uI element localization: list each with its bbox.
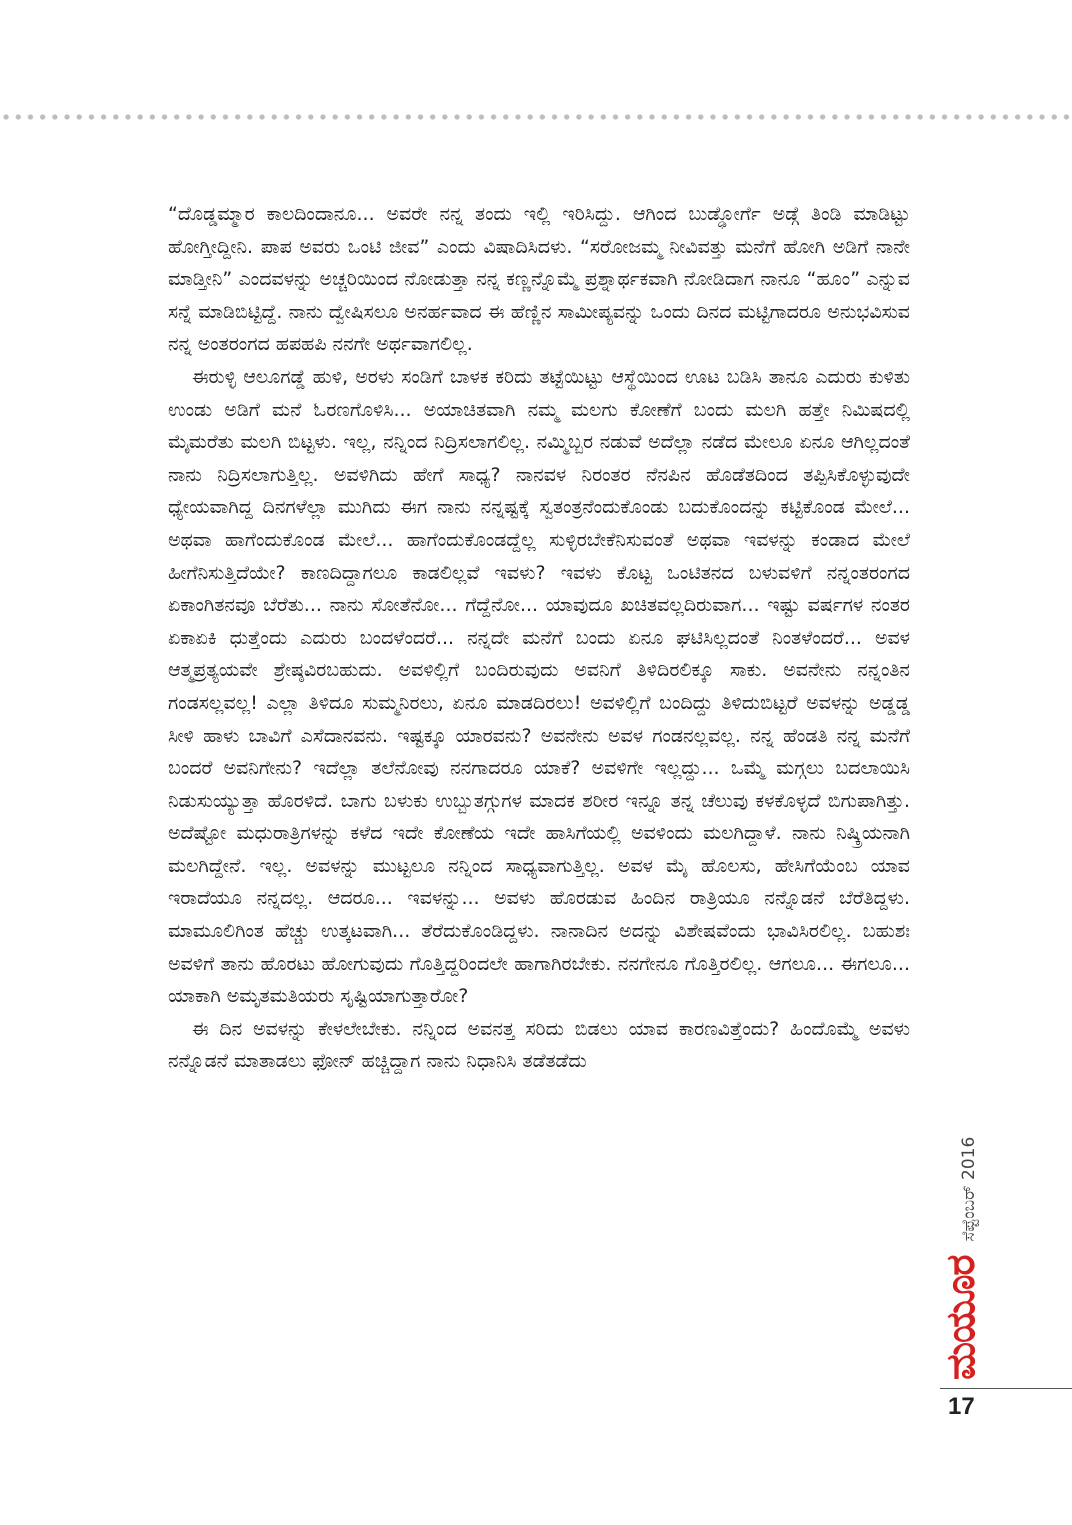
top-dotted-rule (0, 113, 1072, 121)
article-paragraph-2: ಈರುಳ್ಳಿ ಆಲೂಗಡ್ಡೆ ಹುಳಿ, ಅರಳು ಸಂಡಿಗೆ ಬಾಳಕ ಕರಿದು ತಟ್ಟೆಯಿಟ್ಟು ಆಸ್ಥೆಯಿಂದ ಊಟ ಬಡಿಸಿ ತಾನೂ ಎದುರು ಕುಳಿತು ಉಂಡು ಅಡಿಗೆ ಮನೆ ಓರಣಗೊಳಿಸಿ... ಅಯಾಚಿತವಾಗಿ ನಮ್ಮ ಮಲಗು ಕೋಣೆಗೆ ಬಂದು ಮಲಗಿ ಹತ್ತೇ ನಿಮಿಷದಲ್ಲಿ ಮೈಮರೆತು ಮಲಗಿ ಬಿಟ್ಟಳು. ಇಲ್ಲ, ನನ್ನಿಂದ ನಿದ್ರಿಸಲಾಗಲಿಲ್ಲ. ನಮ್ಮಿಬ್ಬರ ನಡುವೆ ಅದೆಲ್ಲಾ ನಡೆದ ಮೇಲೂ ಏನೂ ಆಗಿಲ್ಲದಂತೆ ನಾನು ನಿದ್ರಿಸಲಾಗುತ್ತಿಲ್ಲ. ಅವಳಿಗಿದು ಹೇಗೆ ಸಾಧ್ಯ? ನಾನವಳ ನಿರಂತರ ನೆನಪಿನ ಹೊಡೆತದಿಂದ ತಪ್ಪಿಸಿಕೊಳ್ಳುವುದೇ ಧ್ಯೇಯವಾಗಿದ್ದ ದಿನಗಳೆಲ್ಲಾ ಮುಗಿದು ಈಗ ನಾನು ನನ್ನಷ್ಟಕ್ಕೆ ಸ್ವತಂತ್ರನೆಂದುಕೊಂಡು ಬದುಕೊಂದನ್ನು ಕಟ್ಟಿಕೊಂಡ ಮೇಲೆ... ಅಥವಾ ಹಾಗೆಂದುಕೊಂಡ ಮೇಲೆ... ಹಾಗೆಂದುಕೊಂಡದ್ದೆಲ್ಲ ಸುಳ್ಳಿರಬೇಕೆನಿಸುವಂತೆ ಅಥವಾ ಇವಳನ್ನು ಕಂಡಾದ ಮೇಲೆ ಹೀಗೆನಿಸುತ್ತಿದೆಯೇ? ಕಾಣದಿದ್ದಾಗಲೂ ಕಾಡಲಿಲ್ಲವೆ ಇವಳು? ಇವಳು ಕೊಟ್ಟ ಒಂಟಿತನದ ಬಳುವಳಿಗೆ ನನ್ನಂತರಂಗದ ಏಕಾಂಗಿತನವೂ ಬೆರೆತು... ನಾನು ಸೋತೆನೋ... ಗೆದ್ದೆನೋ... ಯಾವುದೂ ಖಚಿತವಲ್ಲದಿರುವಾಗ... ಇಷ್ಟು ವರ್ಷಗಳ ನಂತರ ಏಕಾಏಕಿ ಧುತ್ತೆಂದು ಎದುರು ಬಂದಳೆಂದರೆ... ನನ್ನದೇ ಮನೆಗೆ ಬಂದು ಏನೂ ಘಟಿಸಿಲ್ಲದಂತೆ ನಿಂತಳೆಂದರೆ... ಅವಳ ಆತ್ಮಪ್ರತ್ಯಯವೇ ಶ್ರೇಷ್ಠವಿರಬಹುದು. ಅವಳಿಲ್ಲಿಗೆ ಬಂದಿರುವುದು ಅವನಿಗೆ ತಿಳಿದಿರಲಿಕ್ಕೂ ಸಾಕು. ಅವನೇನು ನನ್ನಂತಿನ ಗಂಡಸಲ್ಲವಲ್ಲ! ಎಲ್ಲಾ ತಿಳಿದೂ ಸುಮ್ಮನಿರಲು, ಏನೂ ಮಾಡದಿರಲು! ಅವಳಿಲ್ಲಿಗೆ ಬಂದಿದ್ದು ತಿಳಿದುಬಿಟ್ಟರೆ ಅವಳನ್ನು ಅಡ್ಡಡ್ಡ ಸೀಳಿ ಹಾಳು ಬಾವಿಗೆ ಎಸೆದಾನವನು. ಇಷ್ಟಕ್ಕೂ ಯಾರವನು? ಅವನೇನು ಅವಳ ಗಂಡನಲ್ಲವಲ್ಲ. ನನ್ನ ಹೆಂಡತಿ ನನ್ನ ಮನೆಗೆ ಬಂದರೆ ಅವನಿಗೇನು? ಇದೆಲ್ಲಾ ತಲೆನೋವು ನನಗಾದರೂ ಯಾಕೆ? ಅವಳಿಗೇ ಇಲ್ಲದ್ದು... ಒಮ್ಮೆ ಮಗ್ಗಲು ಬದಲಾಯಿಸಿ ನಿಡುಸುಯ್ಯುತ್ತಾ ಹೊರಳಿದೆ. ಬಾಗು ಬಳುಕು ಉಬ್ಬುತಗ್ಗುಗಳ ಮಾದಕ ಶರೀರ ಇನ್ನೂ ತನ್ನ ಚೆಲುವು ಕಳಕೊಳ್ಳದೆ ಬಿಗುಪಾಗಿತ್ತು. ಅದೆಷ್ಟೋ ಮಧುರಾತ್ರಿಗಳನ್ನು ಕಳೆದ ಇದೇ ಕೋಣೆಯ ಇದೇ ಹಾಸಿಗೆಯಲ್ಲಿ ಅವಳಿಂದು ಮಲಗಿದ್ದಾಳೆ. ನಾನು ನಿಷ್ಕ್ರಿಯನಾಗಿ ಮಲಗಿದ್ದೇನೆ. ಇಲ್ಲ. ಅವಳನ್ನು ಮುಟ್ಟಲೂ ನನ್ನಿಂದ ಸಾಧ್ಯವಾಗುತ್ತಿಲ್ಲ. ಅವಳ ಮೈ ಹೊಲಸು, ಹೇಸಿಗೆಯೆಂಬ ಯಾವ ಇರಾದೆಯೂ ನನ್ನದಲ್ಲ. ಆದರೂ... ಇವಳನ್ನು... ಅವಳು ಹೊರಡುವ ಹಿಂದಿನ ರಾತ್ರಿಯೂ ನನ್ನೊಡನೆ ಬೆರೆತಿದ್ದಳು. ಮಾಮೂಲಿಗಿಂತ ಹೆಚ್ಚು ಉತ್ಕಟವಾಗಿ... ತೆರೆದುಕೊಂಡಿದ್ದಳು. ನಾನಾದಿನ ಅದನ್ನು ವಿಶೇಷವೆಂದು ಭಾವಿಸಿರಲಿಲ್ಲ. ಬಹುಶಃ ಅವಳಿಗೆ ತಾನು ಹೊರಟು ಹೋಗುವುದು ಗೊತ್ತಿದ್ದರಿಂದಲೇ ಹಾಗಾಗಿರಬೇಕು. ನನಗೇನೂ ಗೊತ್ತಿರಲಿಲ್ಲ. ಆಗಲೂ... ಈಗಲೂ... ಯಾಕಾಗಿ ಅಮೃತಮತಿಯರು ಸೃಷ್ಟಿಯಾಗುತ್ತಾರೋ? (168, 365, 910, 1008)
article-paragraph-3: ಈ ದಿನ ಅವಳನ್ನು ಕೇಳಲೇಬೇಕು. ನನ್ನಿಂದ ಅವನತ್ತ ಸರಿದು ಬಿಡಲು ಯಾವ ಕಾರಣವಿತ್ತೆಂದು? ಹಿಂದೊಮ್ಮೆ ಅವಳು ನನ್ನೊಡನೆ ಮಾತಾಡಲು ಫೋನ್ ಹಚ್ಚಿದ್ದಾಗ ನಾನು ನಿಧಾನಿಸಿ ತಡೆತಡೆದು (168, 1017, 910, 1073)
masthead-rotated (938, 1137, 984, 1380)
article-paragraph-1: “ದೊಡ್ಡಮ್ಮಾರ ಕಾಲದಿಂದಾನೂ... ಅವರೇ ನನ್ನ ತಂದು ಇಲ್ಲಿ ಇರಿಸಿದ್ದು. ಆಗಿಂದ ಬುಡ್ಢೋರ್ಗೆ ಅಡ್ಗೆ ತಿಂಡಿ ಮಾಡಿಟ್ಟು ಹೋಗ್ತೀದ್ದೀನಿ. ಪಾಪ ಅವರು ಒಂಟಿ ಜೀವ” ಎಂದು ವಿಷಾದಿಸಿದಳು. “ಸರೋಜಮ್ಮ ನೀವಿವತ್ತು ಮನೆಗೆ ಹೋಗಿ ಅಡಿಗೆ ನಾನೇ ಮಾಡ್ತೀನಿ” ಎಂದವಳನ್ನು ಅಚ್ಚರಿಯಿಂದ ನೋಡುತ್ತಾ ನನ್ನ ಕಣ್ಣನ್ನೊಮ್ಮೆ ಪ್ರಶ್ನಾರ್ಥಕವಾಗಿ ನೋಡಿದಾಗ ನಾನೂ “ಹೂಂ” ಎನ್ನುವ ಸನ್ನೆ ಮಾಡಿಬಿಟ್ಟಿದ್ದೆ. ನಾನು ದ್ವೇಷಿಸಲೂ ಅನರ್ಹವಾದ ಈ ಹೆಣ್ಣಿನ ಸಾಮೀಪ್ಯವನ್ನು ಒಂದು ದಿನದ ಮಟ್ಟಿಗಾದರೂ ಅನುಭವಿಸುವ ನನ್ನ ಅಂತರಂಗದ ಹಪಹಪಿ ನನಗೇ ಅರ್ಥವಾಗಲಿಲ್ಲ. (168, 203, 910, 356)
page-number: 17 (948, 1393, 975, 1420)
magazine-name: ಮಯೂರ (938, 1255, 984, 1380)
article-body (168, 198, 910, 1078)
sidebar-masthead (940, 1090, 990, 1380)
issue-date: ಸೆಪ್ಟೆಂಬರ್ 2016 (959, 1136, 979, 1242)
page-number-rule (940, 1388, 1072, 1389)
